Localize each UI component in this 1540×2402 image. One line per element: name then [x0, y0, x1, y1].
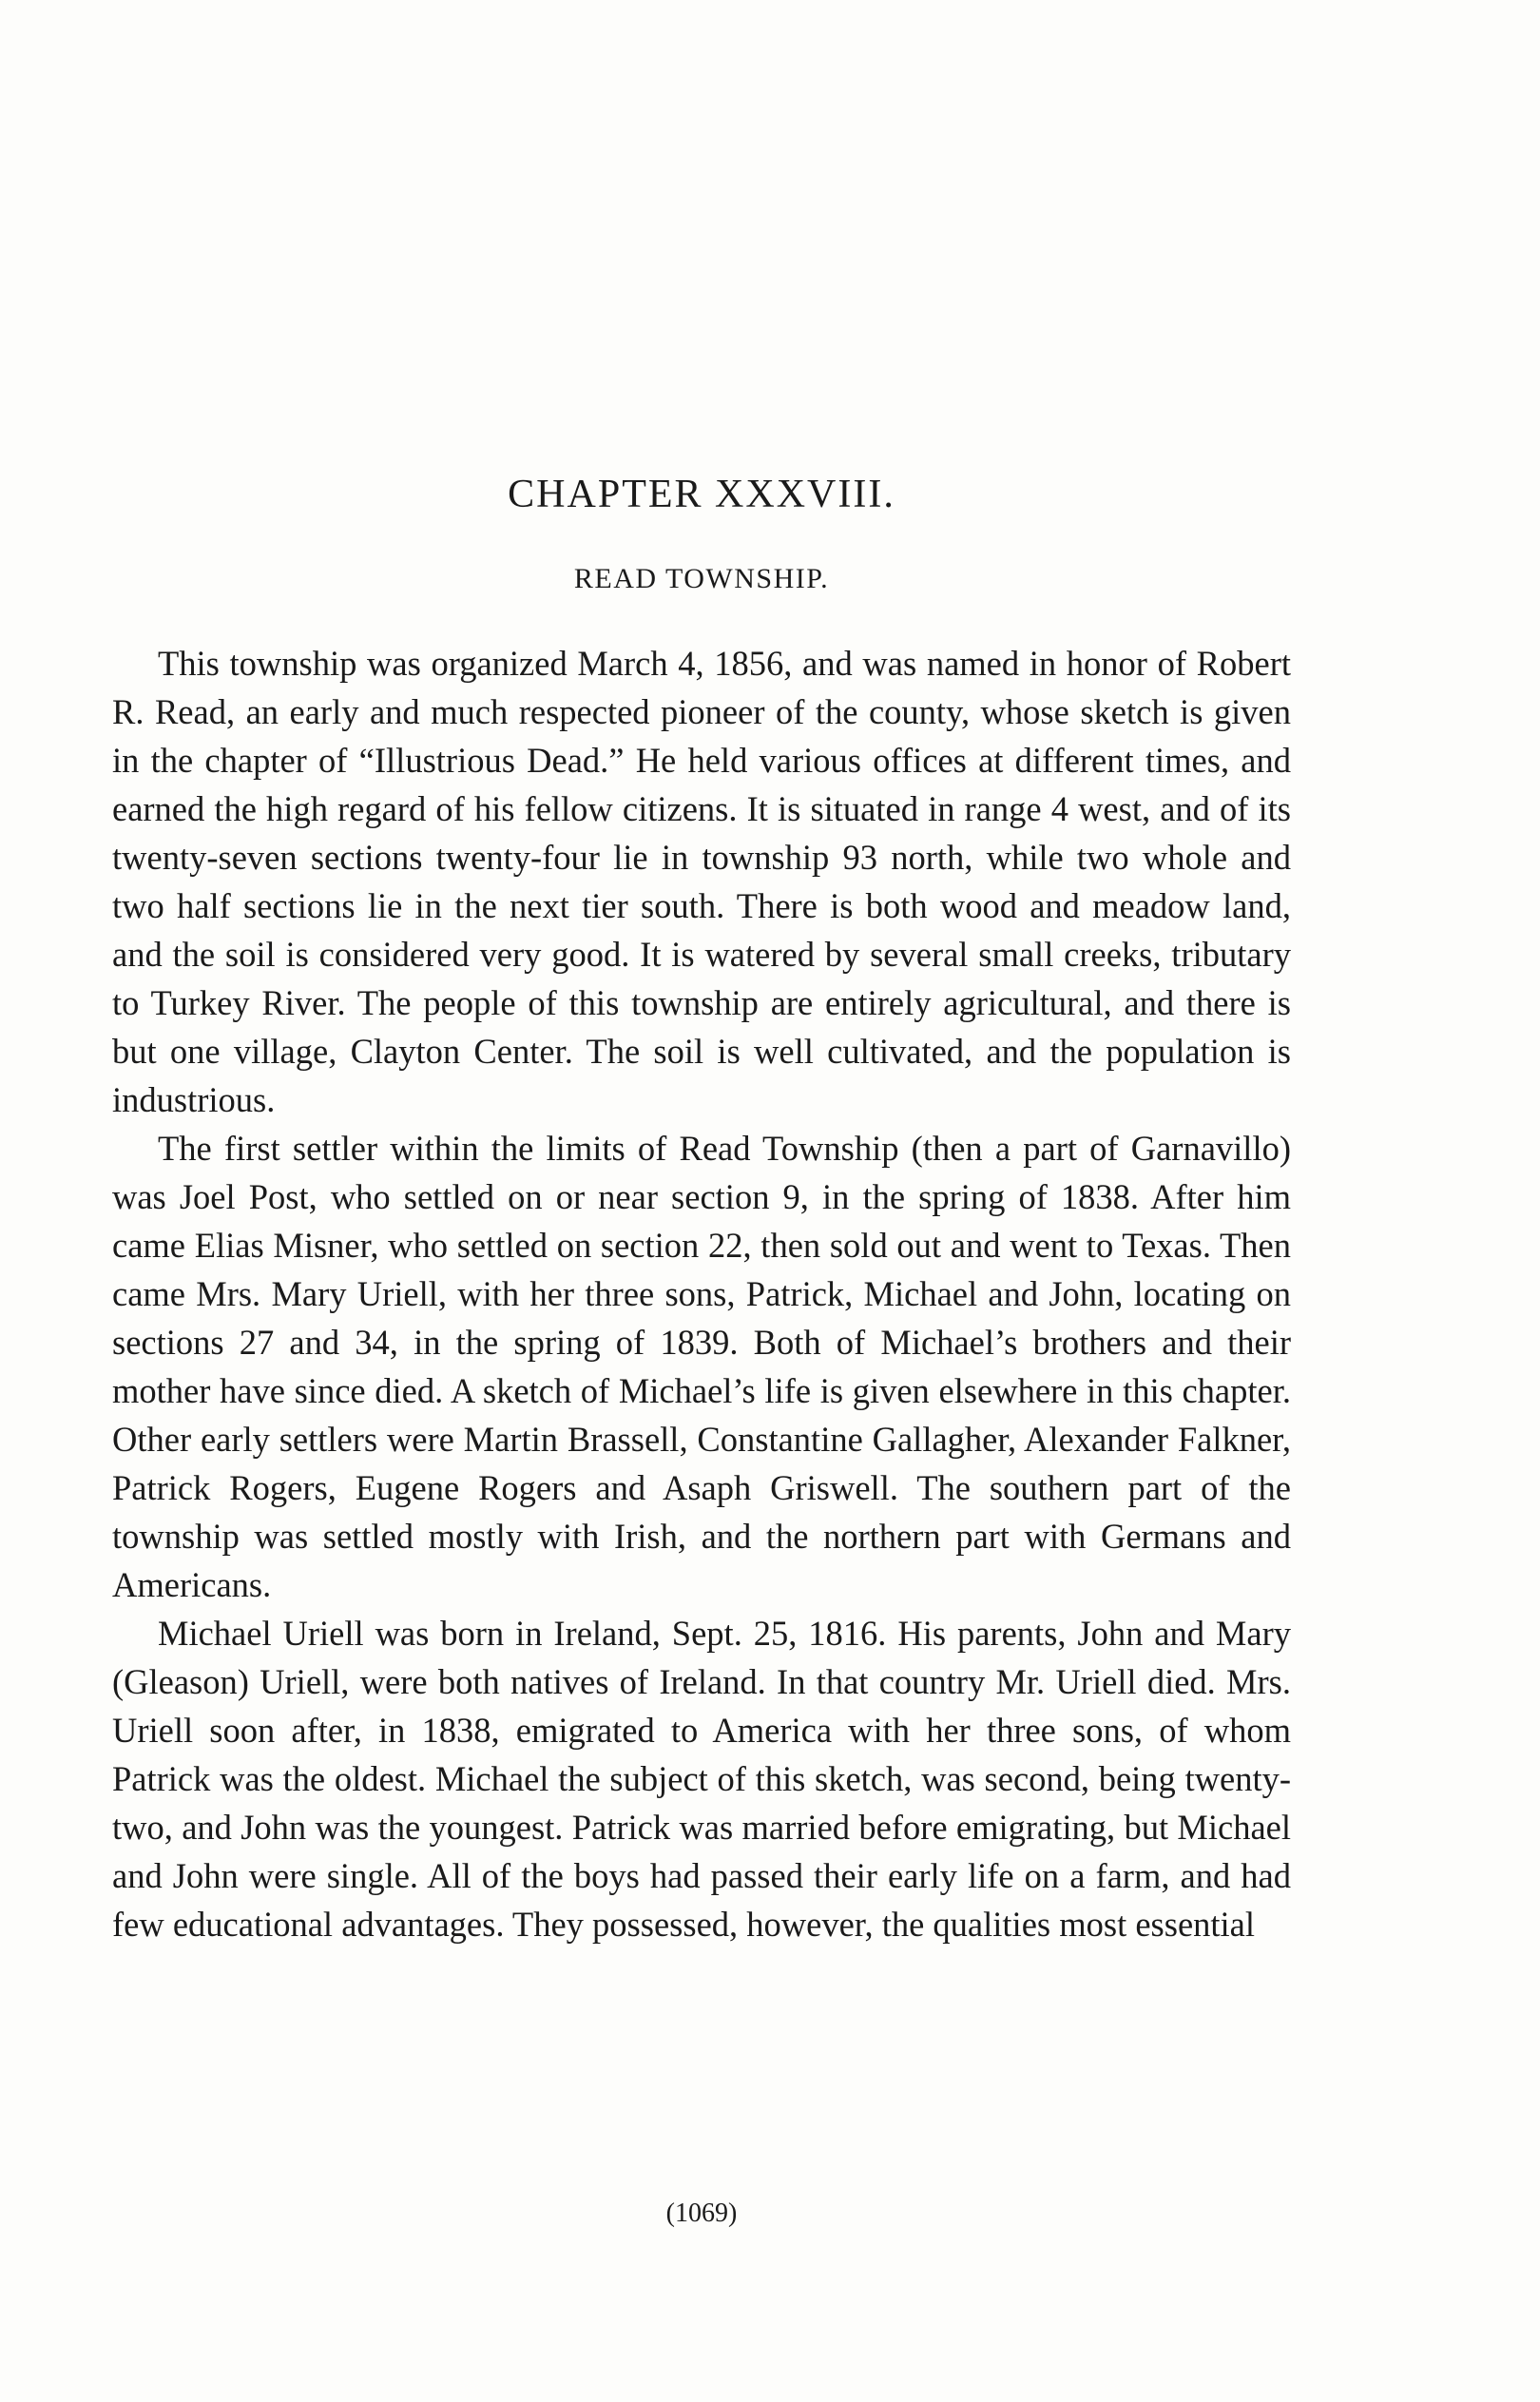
chapter-subtitle: READ TOWNSHIP. — [573, 563, 830, 594]
paragraph-3: Michael Uriell was born in Ireland, Sept. 25, 1816. His parents, John and Mary (Gleason) Uriell, were both natives of Ireland. In that country Mr. Uriell died. Mrs. Uriell soon after, in 1838, emigrated to America with her three sons, of whom Patrick was the oldest. Michael the subject of this sketch, was second, being twenty-two, and John was the youngest. Patrick was married before emigrating, but Michael and John were single. All of the boys had passed their early life on a farm, and had few educational advantages. They possessed, however, the qualities most essential — [112, 1614, 1291, 1944]
chapter-title: CHAPTER XXXVIII. — [508, 473, 895, 516]
body-text — [112, 639, 1291, 1948]
page-number: (1069) — [665, 2199, 738, 2228]
paragraph-2: The first settler within the limits of Read Township (then a part of Garnavillo) was Joel Post, who settled on or near section 9, in the spring of 1838. After him came Elias Misner, who settled on section 22, then sold out and went to Texas. Then came Mrs. Mary Uriell, with her three sons, Patrick, Michael and John, locating on sections 27 and 34, in the spring of 1839. Both of Michael’s brothers and their mother have since died. A sketch of Michael’s life is given elsewhere in this chapter. Other early settlers were Martin Brassell, Constantine Gallagher, Alexander Falkner, Patrick Rogers, Eugene Rogers and Asaph Griswell. The southern part of the township was settled mostly with Irish, and the northern part with Germans and Americans. — [112, 1129, 1291, 1604]
paragraph-1: This township was organized March 4, 1856, and was named in honor of Robert R. Read, an early and much respected pioneer of the county, whose sketch is given in the chapter of “Illustrious Dead.” He held various offices at different times, and earned the high regard of his fellow citizens. It is situated in range 4 west, and of its twenty-seven sections twenty-four lie in township 93 north, while two whole and two half sections lie in the next tier south. There is both wood and meadow land, and the soil is considered very good. It is watered by several small creeks, tributary to Turkey River. The people of this township are entirely agricultural, and there is but one village, Clayton Center. The soil is well cultivated, and the population is industrious. — [112, 644, 1291, 1119]
